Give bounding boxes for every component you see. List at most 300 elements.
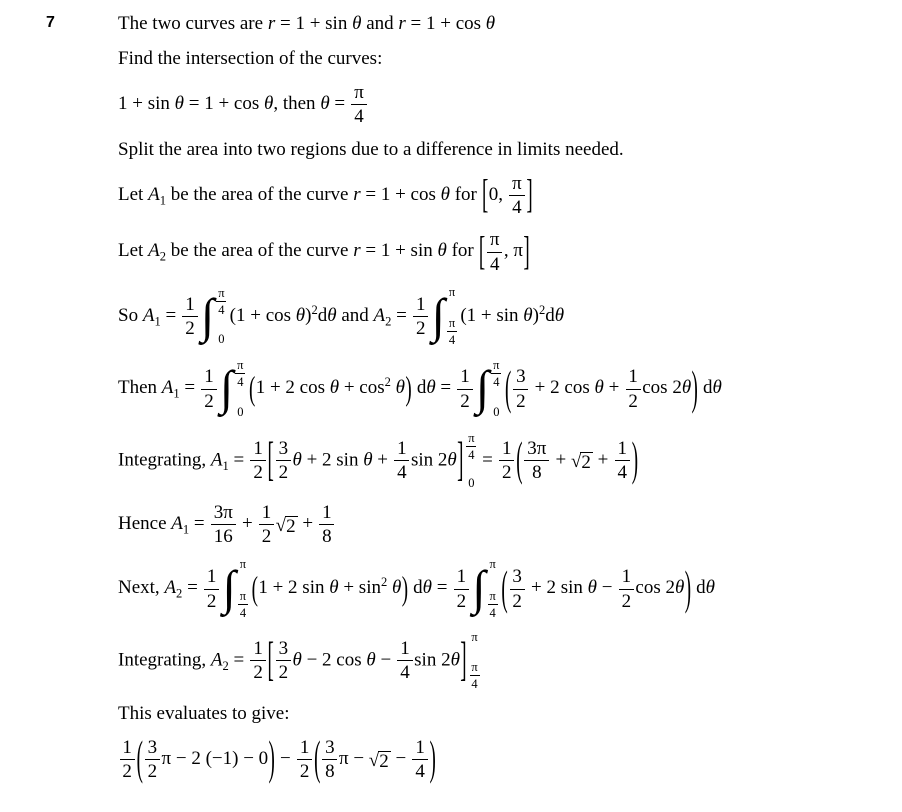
- math-variable: θ: [320, 92, 330, 114]
- fraction-bar: [397, 660, 412, 661]
- fraction-bar: [250, 460, 265, 461]
- denominator: [615, 462, 630, 483]
- math-variable: θ: [363, 449, 373, 471]
- stretch-bracket: (: [249, 370, 256, 408]
- math-text: 1: [182, 522, 190, 537]
- math-text: and: [361, 13, 399, 34]
- fraction-bar: [466, 446, 476, 447]
- fraction-bar: [394, 460, 409, 461]
- math-text: π −: [338, 747, 369, 769]
- math-text: =: [435, 377, 456, 399]
- fraction: [510, 566, 525, 612]
- lower-limit: [487, 589, 499, 620]
- math-text: 1: [621, 566, 632, 588]
- math-text: 0: [468, 476, 475, 491]
- math-variable: θ: [587, 577, 597, 599]
- fraction-bar: [488, 604, 498, 605]
- math-variable: θ: [485, 13, 496, 34]
- math-variable: θ: [437, 240, 447, 262]
- fraction-bar: [447, 331, 457, 332]
- fraction-bar: [510, 589, 525, 590]
- fraction: [524, 438, 549, 484]
- numerator: [250, 638, 265, 659]
- math-text: + 2 cos: [529, 377, 595, 399]
- math-text: +: [372, 449, 393, 471]
- math-text: 2: [204, 390, 214, 412]
- math-text: +: [592, 449, 614, 471]
- fraction-bar: [491, 373, 501, 374]
- denominator: [487, 254, 502, 275]
- math-variable: θ: [426, 377, 436, 399]
- upper-limit: [490, 358, 502, 389]
- denominator: [319, 526, 334, 547]
- math-text: + cos: [339, 377, 385, 399]
- numerator: [447, 316, 457, 330]
- math-variable: θ: [440, 183, 450, 205]
- math-text: 2: [379, 750, 389, 772]
- fraction: [297, 737, 312, 783]
- math-text: π: [489, 229, 500, 251]
- fraction-bar: [297, 759, 312, 760]
- numerator: [397, 638, 412, 659]
- fraction-bar: [322, 759, 337, 760]
- denominator: [120, 761, 135, 782]
- math-text: π: [237, 358, 244, 373]
- math-text: 2: [159, 249, 166, 264]
- math-text: 4: [493, 375, 500, 390]
- stretch-bracket: ): [631, 434, 639, 488]
- math-text: π: [239, 557, 247, 572]
- math-text: 4: [489, 605, 496, 620]
- denominator: [447, 333, 457, 347]
- math-variable: θ: [681, 377, 692, 399]
- fraction: [120, 737, 135, 783]
- math-text: Let: [118, 240, 149, 262]
- integral-limits: [237, 558, 249, 619]
- numerator: [626, 366, 641, 387]
- fraction-bar: [319, 524, 334, 525]
- math-variable: r: [267, 13, 276, 34]
- upper-limit: [469, 631, 481, 645]
- math-text: = 1 + cos: [360, 183, 441, 205]
- stretch-bracket: ): [684, 562, 692, 616]
- math-text: π: [448, 284, 456, 299]
- upper-limit: [465, 431, 477, 462]
- math-text: π: [354, 81, 364, 103]
- math-text: 2: [516, 390, 526, 412]
- math-text: 1: [253, 638, 263, 660]
- solution-steps: [118, 12, 884, 786]
- fraction-bar: [524, 460, 549, 461]
- numerator: [524, 438, 549, 459]
- square-root: [369, 751, 391, 772]
- integral: [432, 286, 458, 347]
- math-text: = 1 + sin: [275, 13, 353, 34]
- fraction: [322, 737, 337, 783]
- math-text: 3: [278, 438, 289, 460]
- math-variable: θ: [327, 304, 337, 326]
- integral: [472, 558, 498, 619]
- math-line-define-a2: [118, 229, 884, 275]
- math-text: The two curves are: [118, 13, 268, 34]
- integral: [220, 358, 246, 419]
- denominator: [499, 462, 514, 483]
- math-text: =: [228, 649, 249, 671]
- fraction-bar: [211, 524, 236, 525]
- math-text: 1: [460, 366, 470, 388]
- denominator: [626, 391, 641, 412]
- upper-limit: [234, 358, 246, 389]
- math-text: 4: [397, 462, 407, 484]
- fraction: [204, 566, 219, 612]
- stretch-bracket: (: [516, 434, 523, 488]
- fraction: [276, 638, 291, 684]
- numerator: [204, 566, 219, 587]
- fraction: [466, 431, 476, 462]
- math-text: d: [317, 304, 328, 326]
- fraction: [211, 502, 236, 548]
- math-text: (1 + cos: [229, 304, 296, 326]
- stretch-bracket: ]: [457, 434, 464, 488]
- math-text: 2: [502, 462, 512, 484]
- math-variable: θ: [292, 649, 302, 671]
- denominator: [510, 591, 525, 612]
- integral-limits: [490, 358, 502, 419]
- math-text: sin 2: [410, 449, 448, 471]
- math-text: (1 + sin: [460, 304, 524, 326]
- math-text: =: [329, 92, 350, 114]
- math-text: =: [432, 577, 453, 599]
- denominator: [235, 375, 245, 389]
- math-text: This evaluates to give:: [118, 703, 290, 725]
- math-line-a1-result: [118, 502, 884, 548]
- denominator: [297, 761, 312, 782]
- integral-sign: ∫: [222, 562, 236, 616]
- integral-sign: ∫: [201, 289, 215, 343]
- math-text: =: [228, 449, 249, 471]
- math-text: 1: [299, 736, 310, 758]
- fraction: [235, 358, 245, 389]
- math-text: , then: [273, 92, 321, 114]
- fraction-bar: [276, 460, 291, 461]
- math-text: 4: [617, 462, 627, 484]
- denominator: [466, 448, 476, 462]
- stretch-bracket: (: [501, 562, 508, 616]
- math-line-integrate-a2: [118, 631, 884, 691]
- math-text: d: [691, 577, 706, 599]
- math-text: = 1 + cos: [405, 13, 486, 34]
- math-variable: θ: [523, 304, 533, 326]
- denominator: [182, 318, 197, 339]
- fraction: [457, 366, 472, 412]
- fraction-bar: [259, 524, 274, 525]
- denominator: [276, 662, 291, 683]
- fraction: [626, 366, 641, 412]
- math-text: π: [493, 358, 500, 373]
- math-text: Find the intersection of the curves:: [118, 47, 383, 69]
- math-text: 1: [173, 386, 180, 401]
- math-text: 2: [122, 761, 132, 783]
- fraction: [394, 438, 409, 484]
- fraction-bar: [204, 589, 219, 590]
- fraction: [487, 229, 502, 275]
- math-text: 2: [206, 590, 217, 612]
- math-text: =: [189, 513, 210, 535]
- math-text: =: [391, 304, 412, 326]
- fraction: [619, 566, 634, 612]
- math-line-area-integrals: [118, 286, 884, 347]
- denominator: [457, 391, 472, 412]
- stretch-bracket: ): [401, 570, 409, 609]
- fraction: [182, 294, 197, 340]
- math-text: 1: [154, 314, 161, 329]
- denominator: [619, 591, 634, 612]
- math-text: ): [532, 304, 539, 326]
- denominator: [250, 462, 265, 483]
- math-text: 2: [621, 590, 632, 612]
- stretch-bracket: (: [505, 362, 512, 416]
- math-text: for: [449, 183, 482, 205]
- numerator: [509, 173, 524, 194]
- numerator: [412, 737, 427, 758]
- math-line-final-expression: [118, 733, 884, 786]
- math-text: 4: [448, 333, 456, 348]
- numerator: [466, 431, 476, 445]
- math-text: =: [160, 304, 181, 326]
- math-text: Then: [118, 377, 162, 399]
- lower-limit: [237, 589, 249, 620]
- fraction: [238, 589, 248, 620]
- math-variable: θ: [174, 92, 184, 114]
- fraction: [145, 737, 160, 783]
- math-variable: A: [161, 377, 174, 399]
- lower-limit: [215, 333, 227, 347]
- numerator: [510, 566, 525, 587]
- math-variable: θ: [450, 649, 460, 671]
- math-text: 1: [415, 293, 426, 315]
- math-text: 2: [415, 318, 426, 340]
- evaluation-limits: [465, 431, 477, 491]
- math-text: −: [275, 747, 296, 769]
- math-text: π: [239, 588, 247, 603]
- numerator: [238, 589, 248, 603]
- fraction: [397, 638, 412, 684]
- math-text: + sin: [338, 577, 381, 599]
- numerator: [120, 737, 135, 758]
- denominator: [211, 526, 236, 547]
- radical-sign: √: [275, 514, 287, 536]
- math-text: 1 + 2 sin: [258, 577, 330, 599]
- numerator: [457, 366, 472, 387]
- math-text: 2: [222, 658, 229, 673]
- stretch-bracket: ]: [460, 634, 467, 688]
- radicand: [378, 751, 391, 772]
- numerator: [259, 502, 274, 523]
- fraction: [454, 566, 469, 612]
- fraction: [615, 438, 630, 484]
- denominator: [201, 391, 216, 412]
- math-text: π: [489, 557, 496, 572]
- math-text: 8: [532, 462, 542, 484]
- math-variable: θ: [594, 377, 604, 399]
- math-text: 1 + sin: [118, 92, 175, 114]
- numerator: [235, 358, 245, 372]
- math-text: 4: [239, 605, 247, 620]
- numerator: [182, 294, 197, 315]
- numerator: [322, 737, 337, 758]
- math-text: 4: [237, 375, 244, 390]
- math-text: 1: [122, 736, 132, 758]
- math-text: 2: [278, 662, 289, 684]
- math-variable: A: [210, 449, 223, 471]
- fraction-bar: [182, 316, 197, 317]
- math-variable: θ: [352, 13, 362, 34]
- math-text: Let: [118, 183, 149, 205]
- radicand: [285, 516, 298, 537]
- math-text: 2: [147, 761, 158, 783]
- lower-limit: [234, 406, 246, 420]
- math-text: 1: [206, 566, 217, 588]
- integral: [201, 286, 227, 347]
- math-text: π: [471, 659, 478, 674]
- math-text: be the area of the curve: [165, 240, 354, 262]
- math-text: 2: [278, 462, 289, 484]
- stretch-bracket: [: [478, 230, 486, 275]
- math-variable: A: [373, 304, 386, 326]
- fraction: [319, 502, 334, 548]
- math-text: and: [336, 304, 374, 326]
- math-variable: A: [148, 240, 160, 262]
- math-text: =: [477, 449, 498, 471]
- math-text: Integrating,: [118, 649, 211, 671]
- stretch-bracket: ): [429, 733, 436, 786]
- math-text: 1: [628, 366, 638, 388]
- math-text: 1: [415, 736, 425, 758]
- math-text: 0,: [488, 183, 508, 205]
- math-variable: θ: [264, 92, 274, 114]
- math-text: +: [297, 513, 318, 535]
- stretch-bracket: (: [136, 733, 143, 786]
- integral-limits: [215, 286, 227, 347]
- math-variable: θ: [292, 449, 302, 471]
- fraction: [276, 438, 291, 484]
- numerator: [211, 502, 236, 523]
- math-text: 4: [354, 105, 364, 127]
- math-text: be the area of the curve: [165, 183, 354, 205]
- fraction: [509, 173, 524, 219]
- denominator: [204, 591, 219, 612]
- fraction-bar: [513, 389, 528, 390]
- math-text: 1: [502, 438, 512, 460]
- fraction-bar: [201, 389, 216, 390]
- numerator: [276, 438, 291, 459]
- denominator: [322, 761, 337, 782]
- math-text: π: [489, 588, 496, 603]
- fraction-bar: [619, 589, 634, 590]
- math-variable: θ: [422, 577, 432, 599]
- fraction: [499, 438, 514, 484]
- math-text: 1: [617, 438, 627, 460]
- math-text: Next,: [118, 577, 165, 599]
- stretch-bracket: ): [691, 362, 698, 416]
- math-variable: θ: [712, 377, 722, 399]
- math-text: 1: [456, 566, 467, 588]
- numerator: [615, 438, 630, 459]
- numerator: [394, 438, 409, 459]
- upper-limit: [237, 558, 249, 572]
- fraction-bar: [454, 589, 469, 590]
- math-variable: θ: [329, 577, 339, 599]
- math-variable: r: [353, 240, 361, 262]
- math-text: So: [118, 304, 143, 326]
- fraction: [470, 660, 480, 691]
- math-text: = 1 + sin: [360, 240, 438, 262]
- math-text: 2: [456, 590, 467, 612]
- numerator: [491, 358, 501, 372]
- math-text: 4: [400, 662, 410, 684]
- math-variable: r: [353, 183, 361, 205]
- math-text: 4: [468, 447, 475, 462]
- math-variable: θ: [366, 649, 376, 671]
- math-line-split-note: [118, 138, 884, 162]
- stretch-bracket: ): [268, 733, 275, 786]
- denominator: [216, 303, 226, 317]
- fraction-bar: [351, 104, 366, 105]
- math-text: 0: [493, 404, 500, 419]
- numerator: [145, 737, 160, 758]
- math-text: Split the area into two regions due to a difference in limits needed.: [118, 139, 624, 161]
- denominator: [513, 391, 528, 412]
- math-text: 2: [512, 590, 522, 612]
- math-text: 2: [380, 575, 388, 590]
- math-text: π: [512, 172, 522, 194]
- math-text: 16: [213, 526, 233, 548]
- fraction-bar: [276, 660, 291, 661]
- math-text: d: [545, 304, 555, 326]
- math-text: 2: [261, 526, 272, 548]
- upper-limit: [446, 286, 458, 300]
- math-text: +: [237, 513, 258, 535]
- stretch-bracket: ]: [523, 230, 530, 275]
- integral-sign: ∫: [472, 562, 486, 616]
- stretch-bracket: (: [251, 570, 258, 609]
- math-variable: A: [148, 183, 160, 205]
- math-text: − 2 cos: [301, 649, 367, 671]
- radicand: [580, 452, 593, 473]
- math-text: 2: [460, 390, 470, 412]
- math-text: π: [468, 430, 475, 445]
- math-text: 8: [325, 761, 335, 783]
- math-variable: θ: [447, 449, 457, 471]
- math-variable: A: [171, 513, 183, 535]
- math-line-integrate-a1: [118, 431, 884, 491]
- math-line-expand-a2: [118, 558, 884, 619]
- denominator: [454, 591, 469, 612]
- math-text: −: [390, 747, 411, 769]
- denominator: [491, 375, 501, 389]
- math-variable: A: [142, 304, 155, 326]
- denominator: [397, 662, 412, 683]
- denominator: [470, 677, 480, 691]
- math-text: π − 2 (−1) − 0: [161, 747, 269, 769]
- math-text: 1: [204, 366, 214, 388]
- numerator: [250, 438, 265, 459]
- math-variable: θ: [554, 304, 565, 326]
- fraction: [250, 438, 265, 484]
- upper-limit: [215, 286, 227, 317]
- math-variable: θ: [295, 304, 306, 326]
- upper-limit: [487, 558, 499, 572]
